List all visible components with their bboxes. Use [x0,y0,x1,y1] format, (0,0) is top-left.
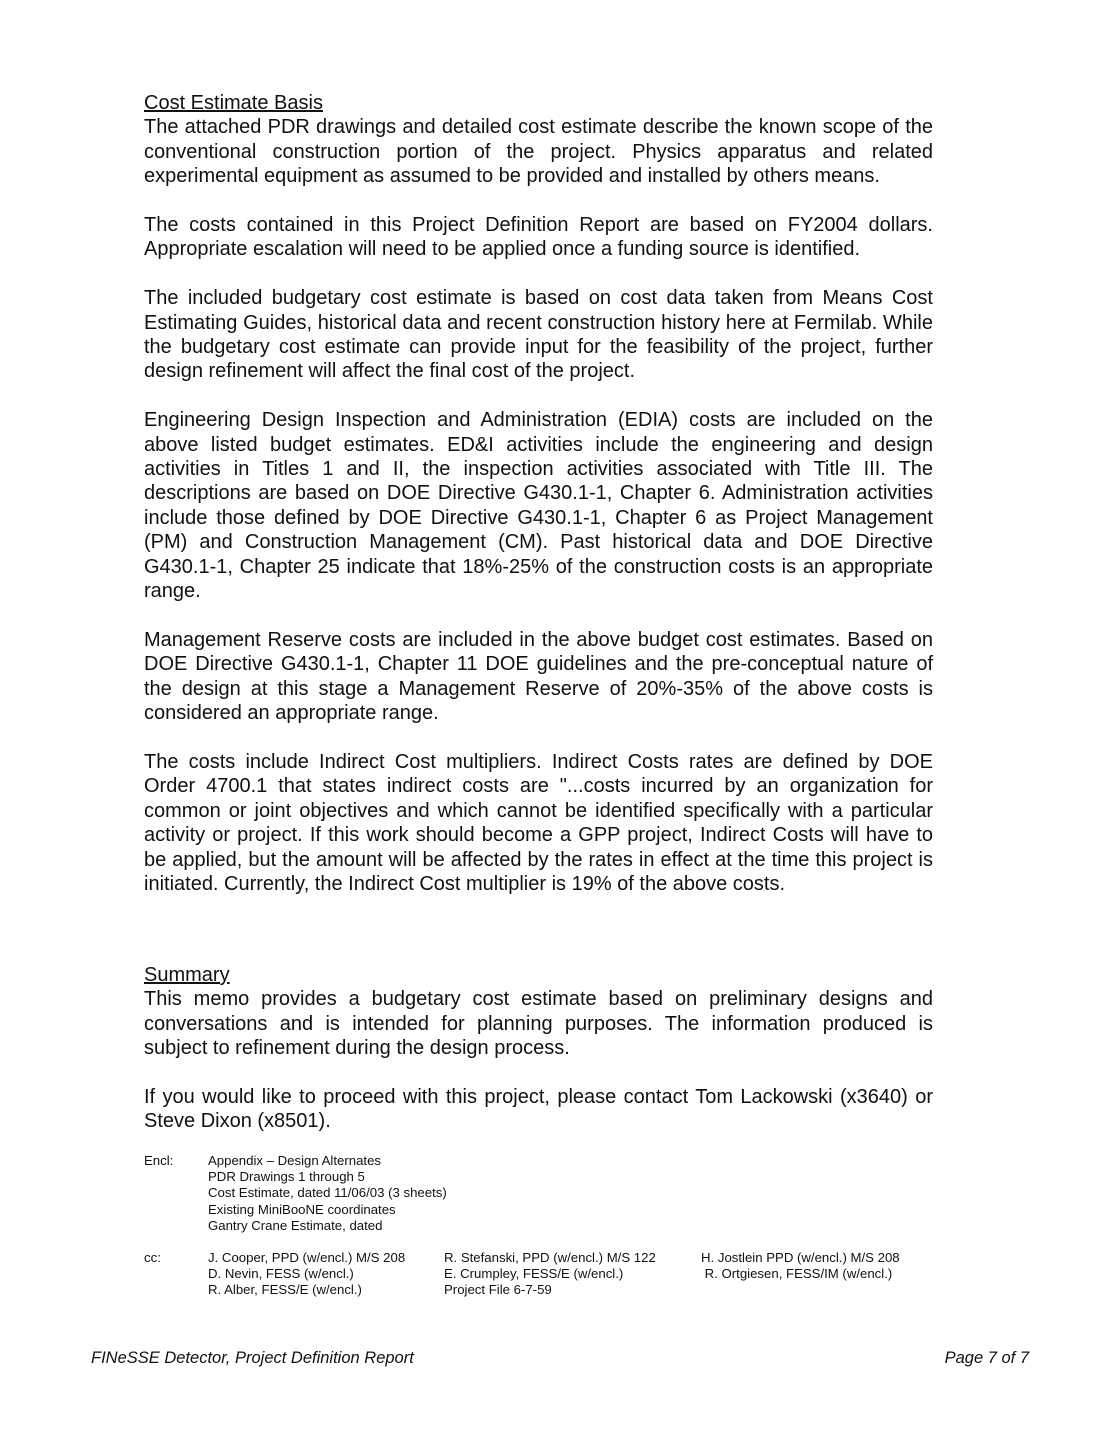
cc-column-3 [701,1250,900,1282]
paragraph-summary: This memo provides a budgetary cost estimate based on preliminary designs and conversations and is intended for planning purposes. The information produced is subject to refinement during the design process. [144,988,933,1060]
section-heading-summary: Summary [144,964,230,986]
enclosures-list [208,1153,447,1234]
cc-label: cc: [144,1250,161,1265]
paragraph-edia: Engineering Design Inspection and Administration (EDIA) costs are included on the above listed budget estimates. ED&I activities include the engineering and design activities in Titles 1 and II, the inspection activities associated with Title III. The descriptions are based on DOE Directive G430.1-1, Chapter 6. Administration activities include those defined by DOE Directive G430.1-1, Chapter 6 as Project Management (PM) and Construction Management (CM). Past historical data and DOE Directive G430.1-1, Chapter 25 indicate that 18%-25% of the construction costs is an appropriate range. [144,409,933,603]
paragraph-contact: If you would like to proceed with this project, please contact Tom Lackowski (x3640) or Steve Dixon (x8501). [144,1086,933,1133]
paragraph-management-reserve: Management Reserve costs are included in the above budget cost estimates. Based on DOE Directive G430.1-1, Chapter 11 DOE guidelines and the pre-conceptual nature of the design at this stage a Management Reserve of 20%-35% of the above costs is considered an appropriate range. [144,628,933,725]
paragraph-indirect-costs: The costs include Indirect Cost multipliers. Indirect Costs rates are defined by DOE Order 4700.1 that states indirect costs are "...costs incurred by an organization for common or joint objectives and which cannot be identified specifically with a particular activity or project. If this work should become a GPP project, Indirect Costs will have to be applied, but the amount will be affected by the rates in effect at the time this project is initiated. Currently, the Indirect Cost multiplier is 19% of the above costs. [144,750,933,895]
cc-recipient: E. Crumpley, FESS/E (w/encl.) [444,1266,624,1282]
enclosure-item: Existing MiniBooNE coordinates [208,1201,396,1217]
enclosures-label: Encl: [144,1153,174,1168]
paragraph-fy2004: The costs contained in this Project Definition Report are based on FY2004 dollars. Appropriate escalation will need to be applied once a funding source is identified. [144,214,933,261]
cc-column-2 [444,1250,656,1299]
cc-recipient: Project File 6-7-59 [444,1282,552,1298]
enclosure-item: Cost Estimate, dated 11/06/03 (3 sheets) [208,1185,447,1201]
cc-recipient: R. Ortgiesen, FESS/IM (w/encl.) [701,1266,893,1282]
enclosure-item: Appendix – Design Alternates [208,1153,382,1168]
cc-column-1 [208,1250,405,1299]
cc-recipient: R. Stefanski, PPD (w/encl.) M/S 122 [444,1250,656,1265]
enclosure-item: PDR Drawings 1 through 5 [208,1169,365,1185]
section-heading-cost-estimate-basis: Cost Estimate Basis [144,92,323,114]
footer-document-title: FINeSSE Detector, Project Definition Report [91,1349,414,1367]
cc-recipient: J. Cooper, PPD (w/encl.) M/S 208 [208,1250,406,1265]
cc-recipient: H. Jostlein PPD (w/encl.) M/S 208 [701,1250,900,1265]
enclosure-item: Gantry Crane Estimate, dated [208,1217,383,1233]
cost-estimate-basis-section [144,91,933,921]
summary-section [144,963,933,1158]
cc-recipient: D. Nevin, FESS (w/encl.) [208,1266,354,1282]
cc-recipient: R. Alber, FESS/E (w/encl.) [208,1282,362,1298]
footer-page-number: Page 7 of 7 [944,1349,1029,1367]
paragraph-scope: The attached PDR drawings and detailed cost estimate describe the known scope of the conventional construction portion of the project. Physics apparatus and related experimental equipment as assumed to be provided and installed by others means. [144,116,933,188]
paragraph-budgetary-estimate: The included budgetary cost estimate is based on cost data taken from Means Cost Estimating Guides, historical data and recent construction history here at Fermilab. While the budgetary cost estimate can provide input for the feasibility of the project, further design refinement will affect the final cost of the project. [144,287,933,383]
